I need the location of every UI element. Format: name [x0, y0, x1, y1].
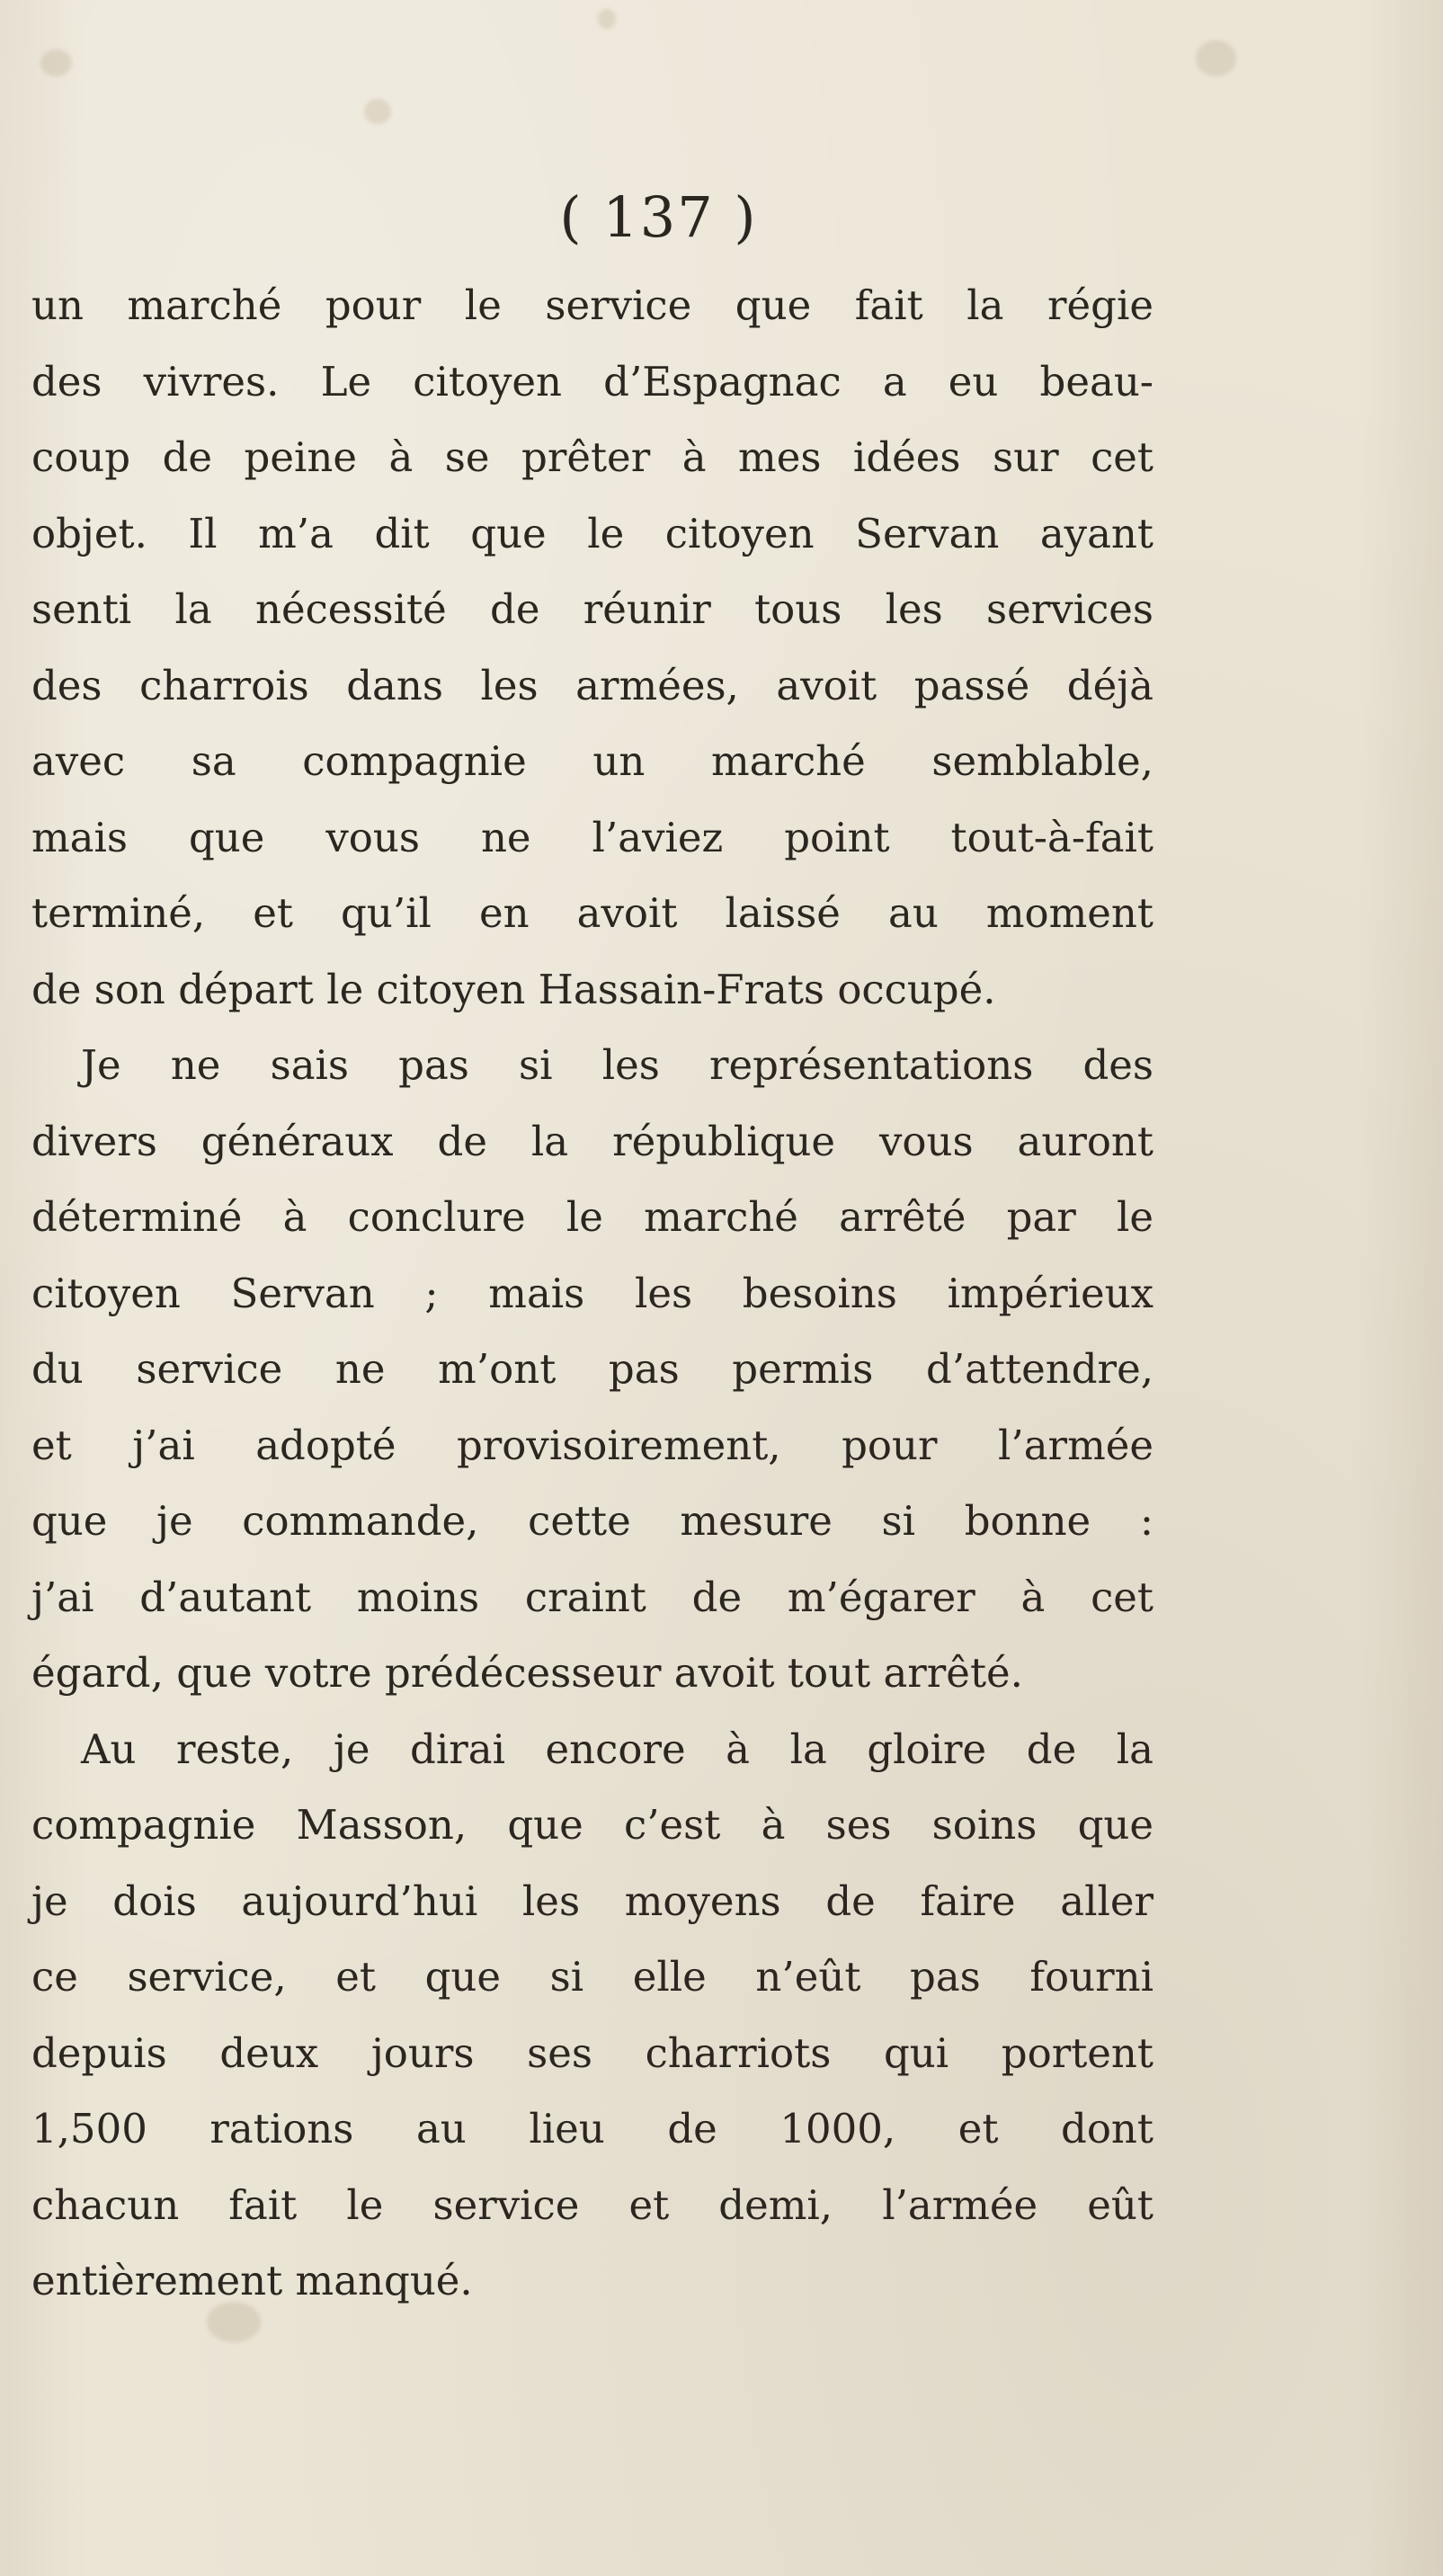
- text-line: un marché pour le service que fait la régie: [31, 281, 1154, 329]
- text-line: chacun fait le service et demi, l’armée eût: [31, 2180, 1154, 2229]
- text-line: déterminé à conclure le marché arrêté par le: [31, 1193, 1154, 1241]
- text-line: des charrois dans les armées, avoit passé déjà: [31, 661, 1154, 709]
- text-line: de son départ le citoyen Hassain-Frats occupé.: [31, 965, 996, 1013]
- text-line: senti la nécessité de réunir tous les services: [31, 585, 1154, 633]
- text-line: Je ne sais pas si les représentations des: [81, 1041, 1154, 1089]
- text-line: mais que vous ne l’aviez point tout-à-fait: [31, 813, 1154, 861]
- text-line: égard, que votre prédécesseur avoit tout arrêté.: [31, 1649, 1023, 1697]
- text-line: du service ne m’ont pas permis d’attendre,: [31, 1345, 1154, 1393]
- text-line: divers généraux de la république vous auront: [31, 1117, 1154, 1165]
- text-line: objet. Il m’a dit que le citoyen Servan ayant: [31, 509, 1154, 557]
- text-line: et j’ai adopté provisoirement, pour l’armée: [31, 1421, 1154, 1469]
- text-line: 1,500 rations au lieu de 1000, et dont: [31, 2105, 1154, 2153]
- paper-stain: [40, 49, 72, 76]
- text-line: citoyen Servan ; mais les besoins impérieux: [31, 1269, 1154, 1317]
- text-line: je dois aujourd’hui les moyens de faire aller: [31, 1876, 1154, 1925]
- paper-stain: [598, 9, 616, 29]
- text-line: que je commande, cette mesure si bonne :: [31, 1497, 1154, 1545]
- text-line: terminé, et qu’il en avoit laissé au moment: [31, 889, 1154, 937]
- paper-stain: [1196, 40, 1236, 76]
- text-line: depuis deux jours ses charriots qui portent: [31, 2028, 1154, 2077]
- text-line: ce service, et que si elle n’eût pas fourni: [31, 1953, 1154, 2001]
- body-text: [31, 268, 1154, 2320]
- text-line: avec sa compagnie un marché semblable,: [31, 737, 1154, 785]
- text-line: compagnie Masson, que c’est à ses soins que: [31, 1801, 1154, 1849]
- page-number: ( 137 ): [559, 184, 758, 250]
- text-line: des vivres. Le citoyen d’Espagnac a eu beau-: [31, 357, 1154, 406]
- text-line: coup de peine à se prêter à mes idées sur cet: [31, 433, 1154, 481]
- paper-stain: [364, 99, 391, 124]
- text-line: j’ai d’autant moins craint de m’égarer à cet: [31, 1573, 1154, 1621]
- text-line: Au reste, je dirai encore à la gloire de la: [81, 1725, 1154, 1773]
- text-line: entièrement manqué.: [31, 2257, 473, 2304]
